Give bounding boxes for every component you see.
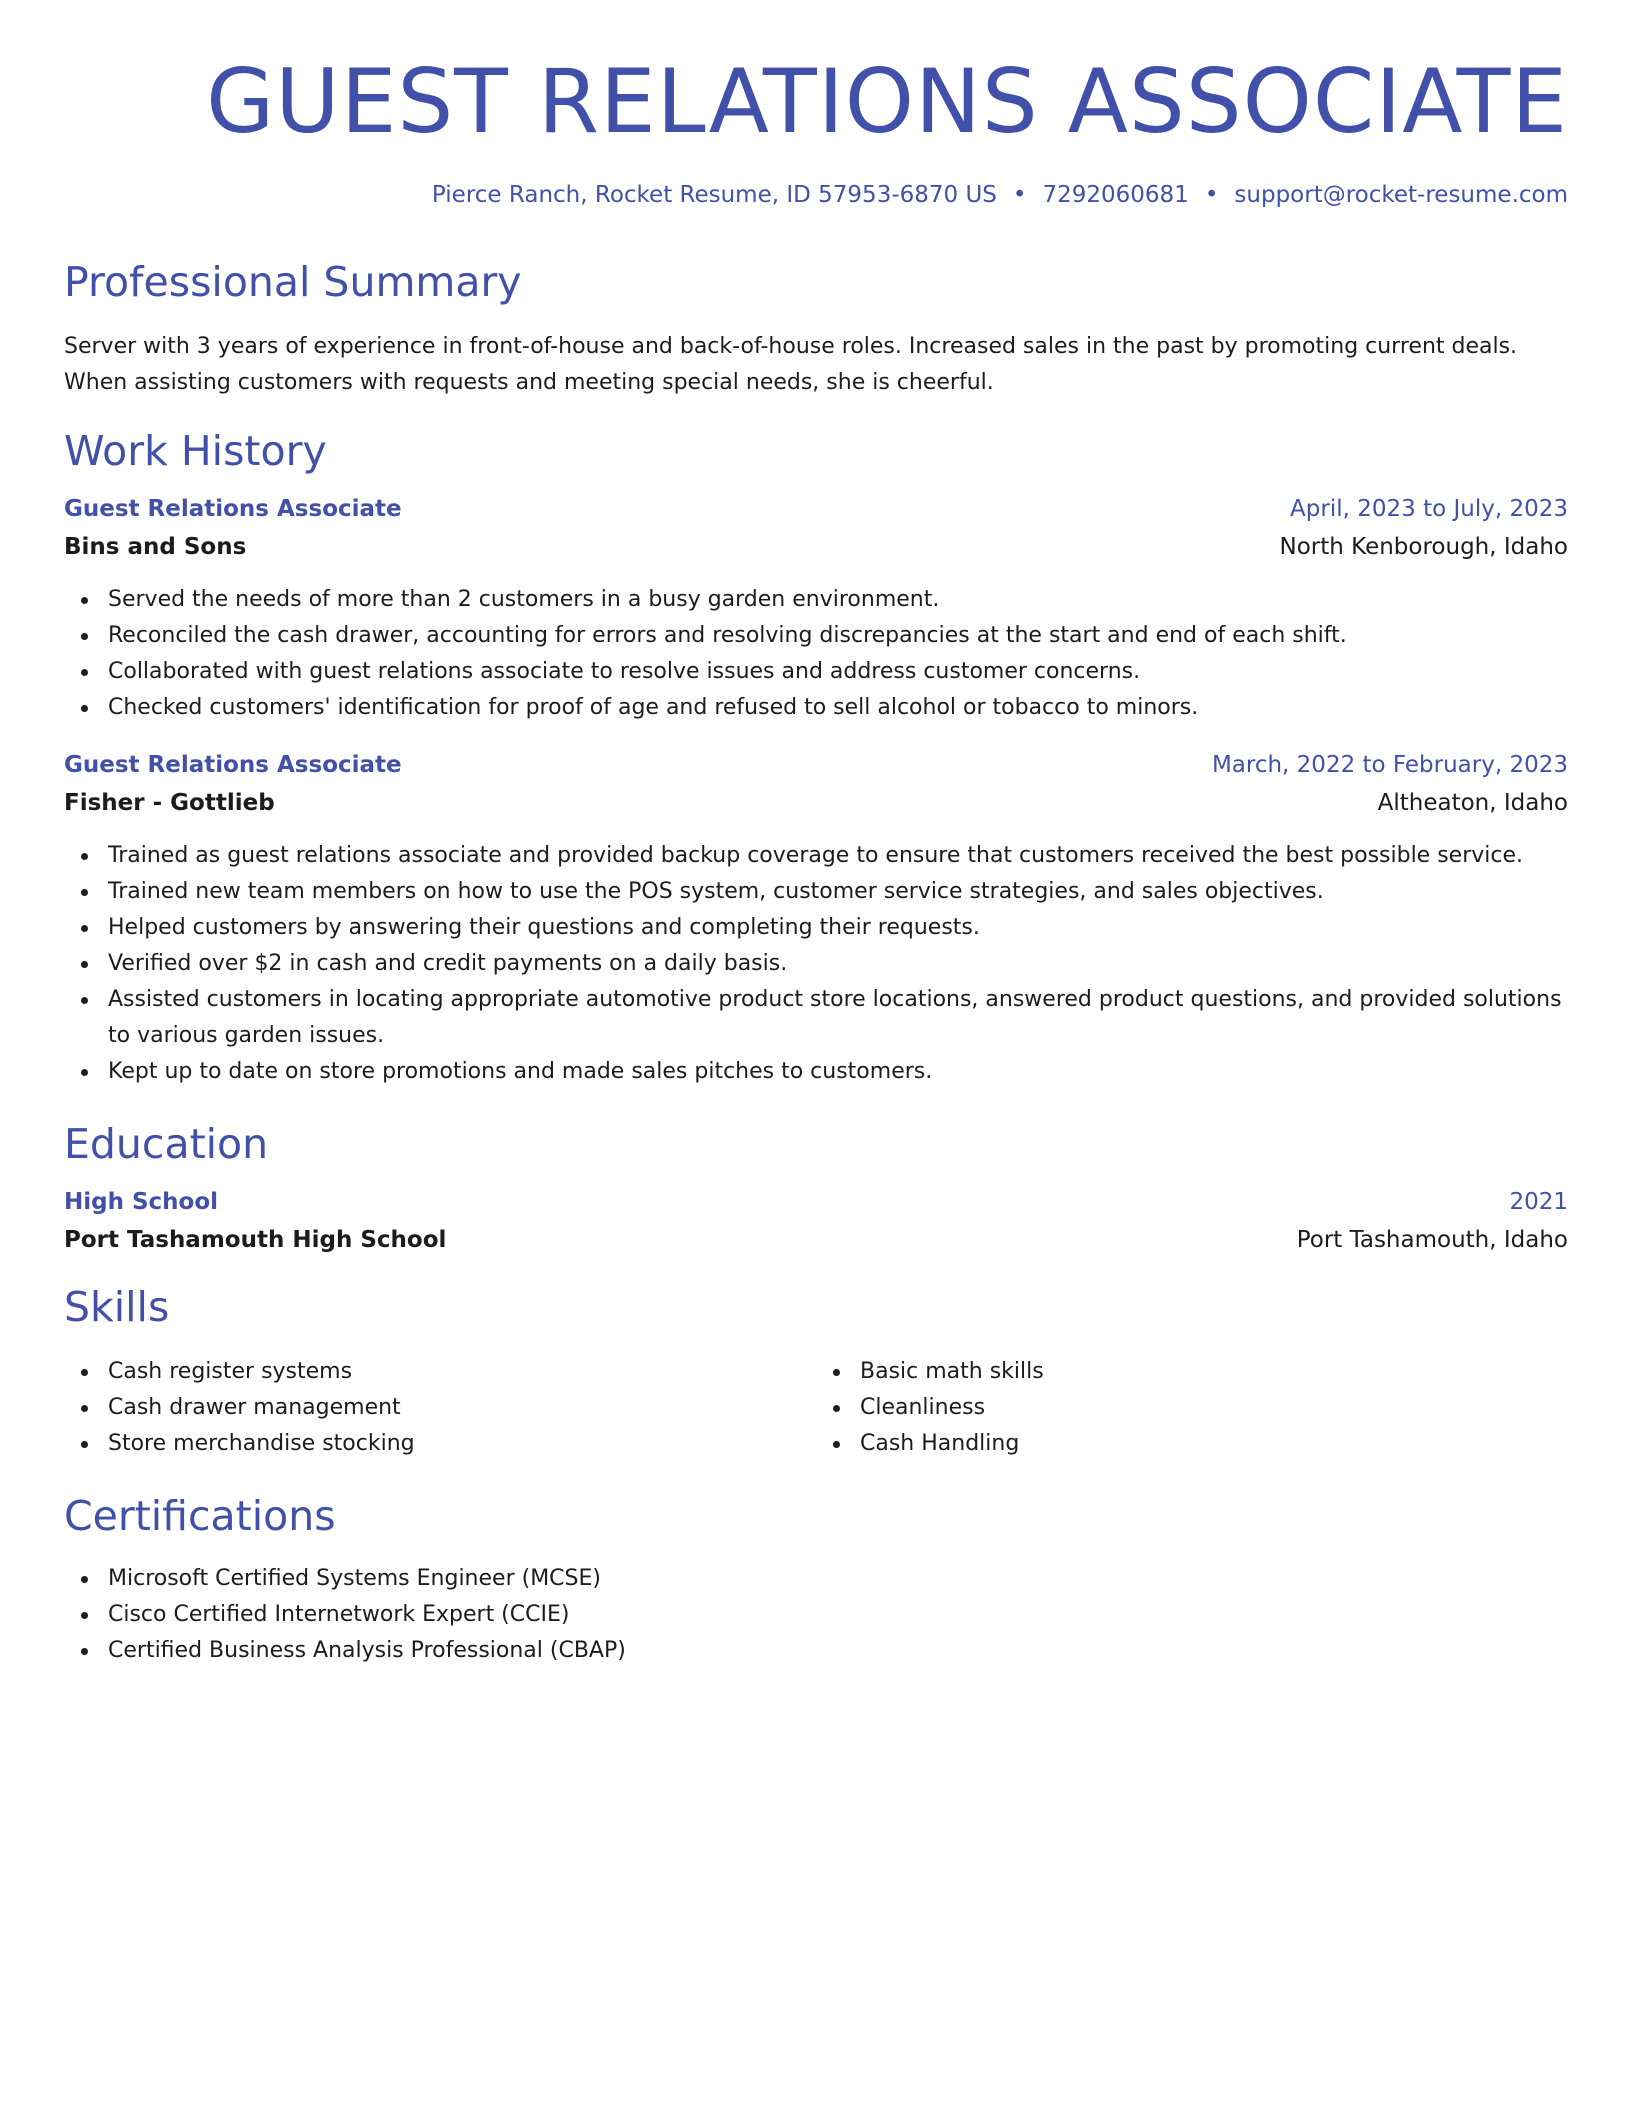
skills-grid [64,1354,1568,1462]
education-school: Port Tashamouth High School [64,1227,447,1254]
list-item: Assisted customers in locating appropriate automotive product store locations, answered product questions, and provided solutions to various garden issues. [64,982,1568,1054]
list-item: Cash Handling [816,1426,1568,1462]
job-entry [64,752,1568,1090]
skills-column-right [816,1354,1568,1462]
education-entry [64,1189,1568,1253]
resume-name: GUEST RELATIONS ASSOCIATE [206,50,1568,153]
education-year: 2021 [1509,1189,1568,1216]
contact-address: Pierce Ranch, Rocket Resume, ID 57953-6870 US [431,182,997,208]
section-title-education: Education [64,1120,269,1169]
skills-column-left [64,1354,816,1462]
list-item: Verified over $2 in cash and credit payments on a daily basis. [64,946,1568,982]
list-item: Basic math skills [816,1354,1568,1390]
list-item: Cash drawer management [64,1390,816,1426]
job-company: Fisher - Gottlieb [64,790,275,817]
job-bullets [64,582,1568,726]
job-bullets [64,838,1568,1090]
job-position: Guest Relations Associate [64,496,402,523]
education-degree: High School [64,1189,219,1216]
contact-line [64,182,1568,208]
contact-email[interactable]: support@rocket-resume.com [1234,182,1568,208]
list-item: Store merchandise stocking [64,1426,816,1462]
contact-phone[interactable]: 7292060681 [1042,182,1189,208]
list-item: Cisco Certified Internetwork Expert (CCIE) [64,1597,1568,1633]
list-item: Certified Business Analysis Professional (CBAP) [64,1633,1568,1669]
list-item: Cleanliness [816,1390,1568,1426]
contact-separator: • [1204,182,1219,208]
job-subheader [64,790,1568,816]
job-position: Guest Relations Associate [64,752,402,779]
certifications-list [64,1561,1568,1669]
list-item: Trained new team members on how to use the POS system, customer service strategies, and sales objectives. [64,874,1568,910]
job-dates: March, 2022 to February, 2023 [1211,752,1568,779]
list-item: Trained as guest relations associate and provided backup coverage to ensure that customers received the best possible service. [64,838,1568,874]
contact-separator: • [1012,182,1027,208]
list-item: Kept up to date on store promotions and made sales pitches to customers. [64,1054,1568,1090]
list-item: Checked customers' identification for proof of age and refused to sell alcohol or tobacco to minors. [64,690,1568,726]
job-subheader [64,534,1568,560]
job-header [64,496,1568,522]
list-item: Collaborated with guest relations associate to resolve issues and address customer concerns. [64,654,1568,690]
section-title-summary: Professional Summary [64,258,522,306]
list-item: Helped customers by answering their questions and completing their requests. [64,910,1568,946]
job-location: Altheaton, Idaho [1377,790,1568,817]
section-title-certifications: Certifications [64,1492,336,1541]
list-item: Microsoft Certified Systems Engineer (MCSE) [64,1561,1568,1597]
education-header [64,1189,1568,1215]
list-item: Served the needs of more than 2 customers in a busy garden environment. [64,582,1568,618]
job-dates: April, 2023 to July, 2023 [1290,496,1568,523]
job-location: North Kenborough, Idaho [1279,534,1568,561]
job-entry [64,496,1568,726]
list-item: Cash register systems [64,1354,816,1390]
job-header [64,752,1568,778]
section-title-work-history: Work History [64,427,327,476]
education-location: Port Tashamouth, Idaho [1296,1227,1568,1254]
summary-text: Server with 3 years of experience in front-of-house and back-of-house roles. Increased sales in the past by promoting current deals. When assisting customers with requests and meeting special needs, she is cheerful. [64,334,1518,396]
job-company: Bins and Sons [64,534,247,561]
list-item: Reconciled the cash drawer, accounting for errors and resolving discrepancies at the start and end of each shift. [64,618,1568,654]
section-title-skills: Skills [64,1283,170,1332]
education-subheader [64,1227,1568,1253]
